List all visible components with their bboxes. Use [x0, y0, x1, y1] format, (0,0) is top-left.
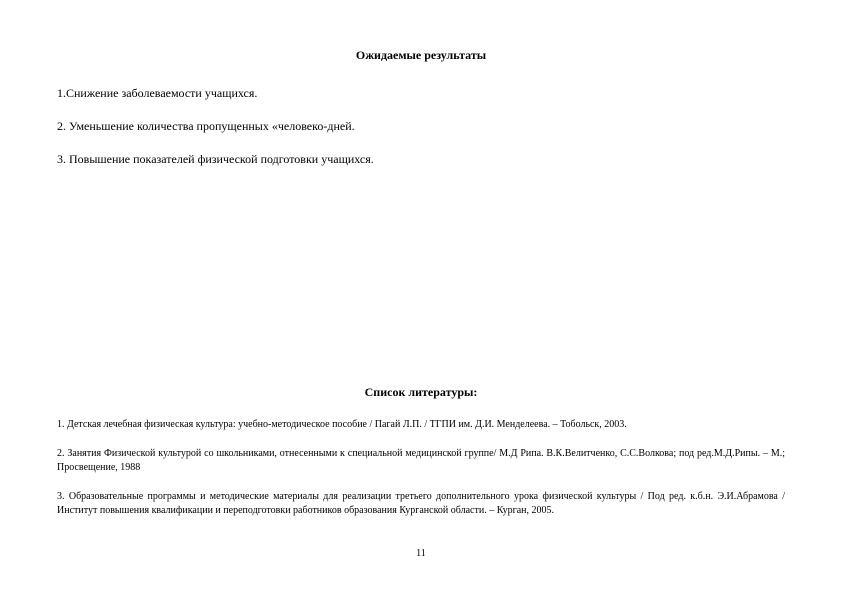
- references-heading: Список литературы:: [364, 385, 478, 399]
- reference-item-1: 1. Детская лечебная физическая культура: учебно-методическое пособие / Пагай Л.П. / ТГПИ им. Д.И. Менделеева. – Тобольск, 2003.: [57, 419, 627, 430]
- page-number: 11: [416, 548, 426, 559]
- reference-item-2: 2. Занятия Физической культурой со школьниками, отнесенными к специальной медицинской группе/ М.Д Рипа. В.К.Велитченко, С.С.Волкова; под ред.М.Д.Рипы. – М.; Просвещение, 1988: [57, 448, 785, 473]
- result-item-3: 3. Повышение показателей физической подготовки учащихся.: [57, 152, 374, 166]
- result-item-2: 2. Уменьшение количества пропущенных «человеко-дней.: [57, 119, 355, 133]
- result-item-1: 1.Снижение заболеваемости учащихся.: [57, 86, 258, 100]
- results-heading: Ожидаемые результаты: [355, 48, 487, 62]
- reference-item-3: 3. Образовательные программы и методические материалы для реализации третьего дополнительного урока физической культуры / Под ред. к.б.н. Э.И.Абрамова / Институт повышения квалификации и переподготовки работников образования Курганской области. – Курган, 2005.: [57, 491, 785, 516]
